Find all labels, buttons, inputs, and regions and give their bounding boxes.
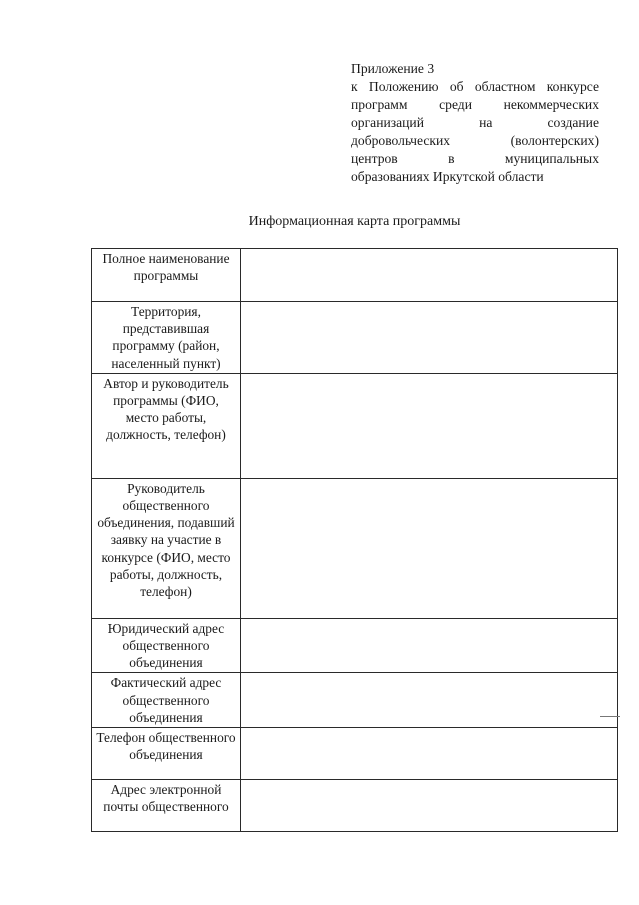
table-row: [92, 618, 618, 673]
row-label: Автор и руководитель программы (ФИО, место работы, должность, телефон): [92, 373, 241, 478]
annex-word: центров: [351, 151, 398, 166]
row-label: Фактический адрес общественного объединения: [92, 673, 241, 728]
annex-word: конкурсе: [546, 79, 599, 94]
row-label: Юридический адрес общественного объединения: [92, 618, 241, 673]
row-value[interactable]: [241, 728, 618, 780]
row-value[interactable]: [241, 780, 618, 832]
table-row: [92, 302, 618, 374]
annex-line-5: [351, 132, 599, 150]
annex-word: добровольческих: [351, 133, 451, 148]
annex-number: Приложение 3: [351, 61, 435, 76]
row-label: Территория, представившая программу (район, населенный пункт): [92, 302, 241, 374]
row-value[interactable]: [241, 249, 618, 302]
annex-word: некоммерческих: [503, 97, 599, 112]
information-card-table: [91, 248, 618, 832]
annex-word: создание: [547, 115, 599, 130]
row-label: Полное наименование программы: [92, 249, 241, 302]
row-label: Телефон общественного объединения: [92, 728, 241, 780]
row-value[interactable]: [241, 302, 618, 374]
row-value[interactable]: [241, 478, 618, 618]
annex-word: организаций: [351, 115, 424, 130]
row-label: Руководитель общественного объединения, подавший заявку на участие в конкурсе (ФИО, место работы, должность, телефон): [92, 478, 241, 618]
row-value[interactable]: [241, 673, 618, 728]
annex-line-6: [351, 150, 599, 168]
annex-word: программ: [351, 97, 408, 112]
annex-line-3: [351, 96, 599, 114]
scan-mark: [600, 716, 620, 717]
annex-word: областном: [474, 79, 536, 94]
annex-word: на: [479, 115, 493, 130]
annex-line-4: [351, 114, 599, 132]
table-row: [92, 478, 618, 618]
annex-line-7: образованиях Иркутской области: [351, 169, 544, 184]
annex-word: Положению: [368, 79, 439, 94]
annex-word: муниципальных: [504, 151, 599, 166]
annex-word: к: [351, 79, 358, 94]
document-title: Информационная карта программы: [248, 214, 461, 229]
table-row: [92, 373, 618, 478]
annex-word: об: [449, 79, 464, 94]
table-row: [92, 728, 618, 780]
table-row: [92, 780, 618, 832]
table-row: [92, 249, 618, 302]
table-row: [92, 673, 618, 728]
annex-word: среди: [439, 97, 472, 112]
annex-header: [351, 60, 599, 186]
row-value[interactable]: [241, 618, 618, 673]
annex-word: в: [448, 151, 455, 166]
annex-line-2: [351, 78, 599, 96]
annex-word: (волонтерских): [510, 133, 599, 148]
row-label: Адрес электронной почты общественного: [92, 780, 241, 832]
row-value[interactable]: [241, 373, 618, 478]
